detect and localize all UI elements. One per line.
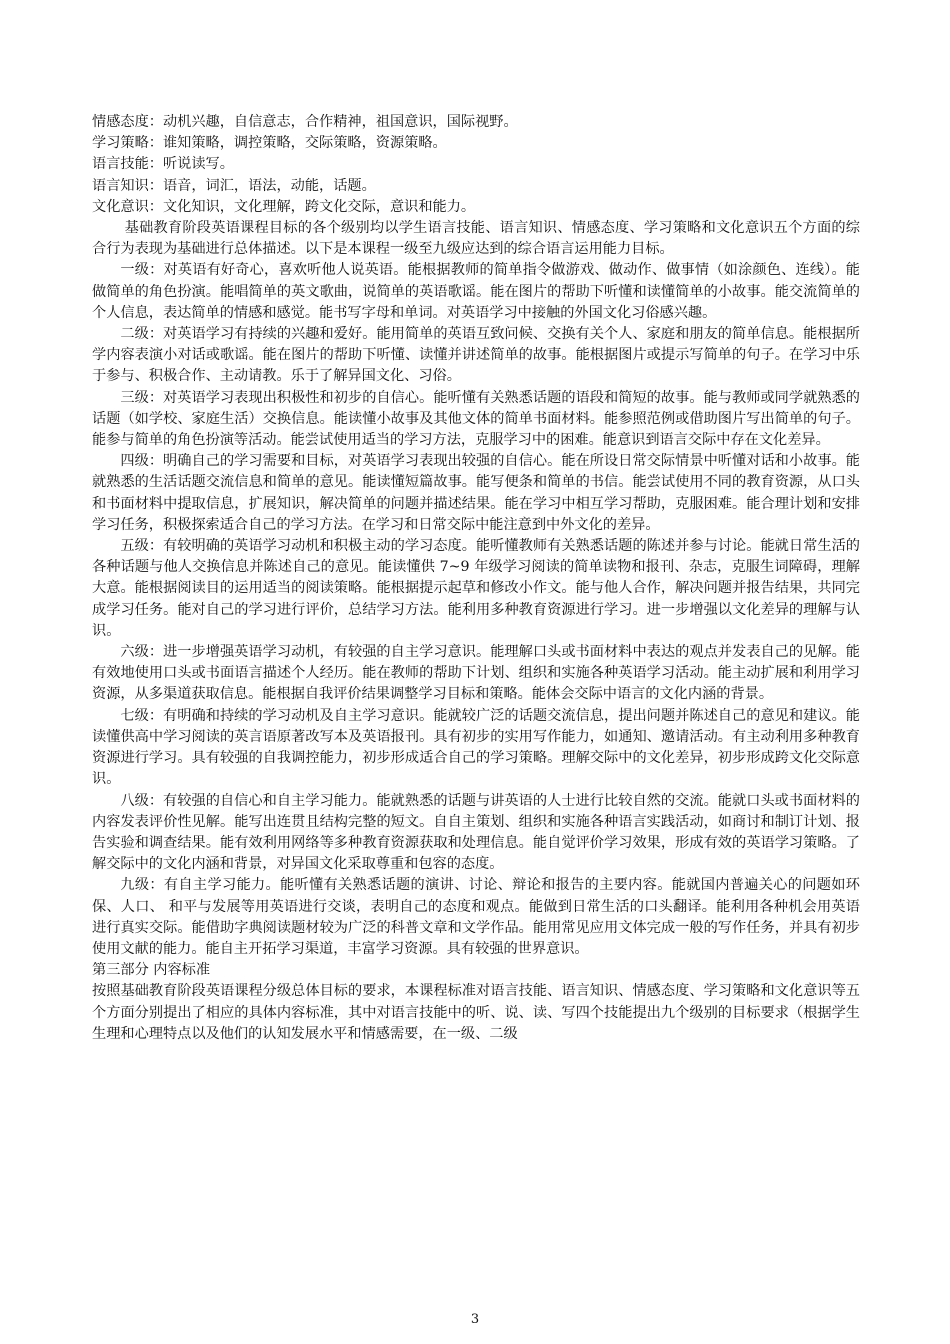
- paragraph-content-standards: 按照基础教育阶段英语课程分级总体目标的要求，本课程标准对语言技能、语言知识、情感态度、学习策略和文化意识等五个方面分别提出了相应的具体内容标准，其中对语言技能中的听、说、读、写四个技能提出九个级别的目标要求（根据学生生理和心理特点以及他们的认知发展水平和情感需要，在一级、二级: [92, 983, 860, 1042]
- paragraph-level-5: 五级：有较明确的英语学习动机和积极主动的学习态度。能听懂教师有关熟悉话题的陈述并参与讨论。能就日常生活的各种话题与他人交换信息并陈述自己的意见。能读懂供 7~9 年级学习阅读的简单读物和报刊、杂志，克服生词障碍，理解大意。能根据阅读目的运用适当的阅读策略。能根据提示起草和修改小作文。能与他人合作，解决问题并报告结果，共同完成学习任务。能对自己的学习进行评价，总结学习方法。能利用多种教育资源进行学习。进一步增强以文化差异的理解与认识。: [92, 538, 860, 639]
- paragraph-level-1: 一级：对英语有好奇心，喜欢听他人说英语。能根据教师的简单指令做游戏、做动作、做事情（如涂颜色、连线）。能做简单的角色扮演。能唱简单的英文歌曲，说简单的英语歌谣。能在图片的帮助下听懂和读懂简单的小故事。能交流简单的个人信息，表达简单的情感和感觉。能书写字母和单词。对英语学习中接触的外国文化习俗感兴趣。: [92, 262, 860, 321]
- paragraph-language-knowledge: 语言知识：语音，词汇，语法，动能，话题。: [92, 177, 376, 194]
- paragraph-emotional-attitude: 情感态度：动机兴趣，自信意志，合作精神，祖国意识，国际视野。: [92, 114, 518, 130]
- section-heading-part-3: 第三部分 内容标准: [92, 962, 211, 979]
- document-body: [92, 112, 860, 1045]
- paragraph-cultural-awareness: 文化意识：文化知识，文化理解，跨文化交际，意识和能力。: [92, 198, 476, 215]
- paragraph-language-skills: 语言技能：听说读写。: [92, 156, 234, 173]
- paragraph-level-7: 七级：有明确和持续的学习动机及自主学习意识。能就较广泛的话题交流信息，提出问题并陈述自己的意见和建议。能读懂供高中学习阅读的英言语原著改写本及英语报刊。具有初步的实用写作能力，如通知、邀请活动。有主动利用多种教育资源进行学习。具有较强的自我调控能力，初步形成适合自己的学习策略。理解交际中的文化差异，初步形成跨文化交际意识。: [92, 707, 860, 788]
- paragraph-level-9: 九级：有自主学习能力。能听懂有关熟悉话题的演讲、讨论、辩论和报告的主要内容。能就国内普遍关心的问题如环保、人口、 和平与发展等用英语进行交谈，表明自己的态度和观点。能做到日常生活的口头翻译。能利用各种机会用英语进行真实交际。能借助字典阅读题材较为广泛的科普文章和文学作品。能用常见应用文体完成一般的写作任务，并具有初步使用文献的能力。能自主开拓学习渠道，丰富学习资源。具有较强的世界意识。: [92, 877, 860, 957]
- paragraph-learning-strategy: 学习策略：谁知策略，调控策略，交际策略，资源策略。: [92, 135, 447, 152]
- paragraph-level-3: 三级：对英语学习表现出积极性和初步的自信心。能听懂有关熟悉话题的语段和简短的故事。能与教师或同学就熟悉的话题（如学校、家庭生活）交换信息。能读懂小故事及其他文体的简单书面材料。能参照范例或借助图片写出简单的句子。能参与简单的角色扮演等活动。能尝试使用适当的学习方法，克服学习中的困难。能意识到语言交际中存在文化差异。: [92, 389, 860, 449]
- page-number: 3: [470, 1312, 480, 1327]
- paragraph-level-2: 二级：对英语学习有持续的兴趣和爱好。能用简单的英语互致问候、交换有关个人、家庭和朋友的简单信息。能根据所学内容表演小对话或歌谣。能在图片的帮助下听懂、读懂并讲述简单的故事。能根据图片或提示写简单的句子。在学习中乐于参与、积极合作、主动请教。乐于了解异国文化、习俗。: [92, 326, 860, 385]
- paragraph-course-goals-intro: 基础教育阶段英语课程目标的各个级别均以学生语言技能、语言知识、情感态度、学习策略和文化意识五个方面的综合行为表现为基础进行总体描述。以下是本课程一级至九级应达到的综合语言运用能力目标。: [92, 220, 860, 258]
- paragraph-level-4: 四级：明确自己的学习需要和目标，对英语学习表现出较强的自信心。能在所设日常交际情景中听懂对话和小故事。能就熟悉的生活话题交流信息和简单的意见。能读懂短篇故事。能写便条和简单的书信。能尝试使用不同的教育资源，从口头和书面材料中提取信息，扩展知识，解决简单的问题并描述结果。能在学习中相互学习帮助，克服困难。能合理计划和安排学习任务，积极探索适合自己的学习方法。在学习和日常交际中能注意到中外文化的差异。: [92, 453, 860, 533]
- paragraph-level-6: 六级：进一步增强英语学习动机，有较强的自主学习意识。能理解口头或书面材料中表达的观点并发表自己的见解。能有效地使用口头或书面语言描述个人经历。能在教师的帮助下计划、组织和实施各种英语学习活动。能主动扩展和利用学习资源，从多渠道获取信息。能根据自我评价结果调整学习目标和策略。能体会交际中语言的文化内涵的背景。: [92, 644, 860, 703]
- paragraph-level-8: 八级：有较强的自信心和自主学习能力。能就熟悉的话题与讲英语的人士进行比较自然的交流。能就口头或书面材料的内容发表评价性见解。能写出连贯且结构完整的短文。自自主策划、组织和实施各种语言实践活动，如商讨和制订计划、报告实验和调查结果。能有效利用网络等多种教育资源获取和处理信息。能自觉评价学习效果，形成有效的英语学习策略。了解交际中的文化内涵和背景，对异国文化采取尊重和包容的态度。: [92, 792, 860, 873]
